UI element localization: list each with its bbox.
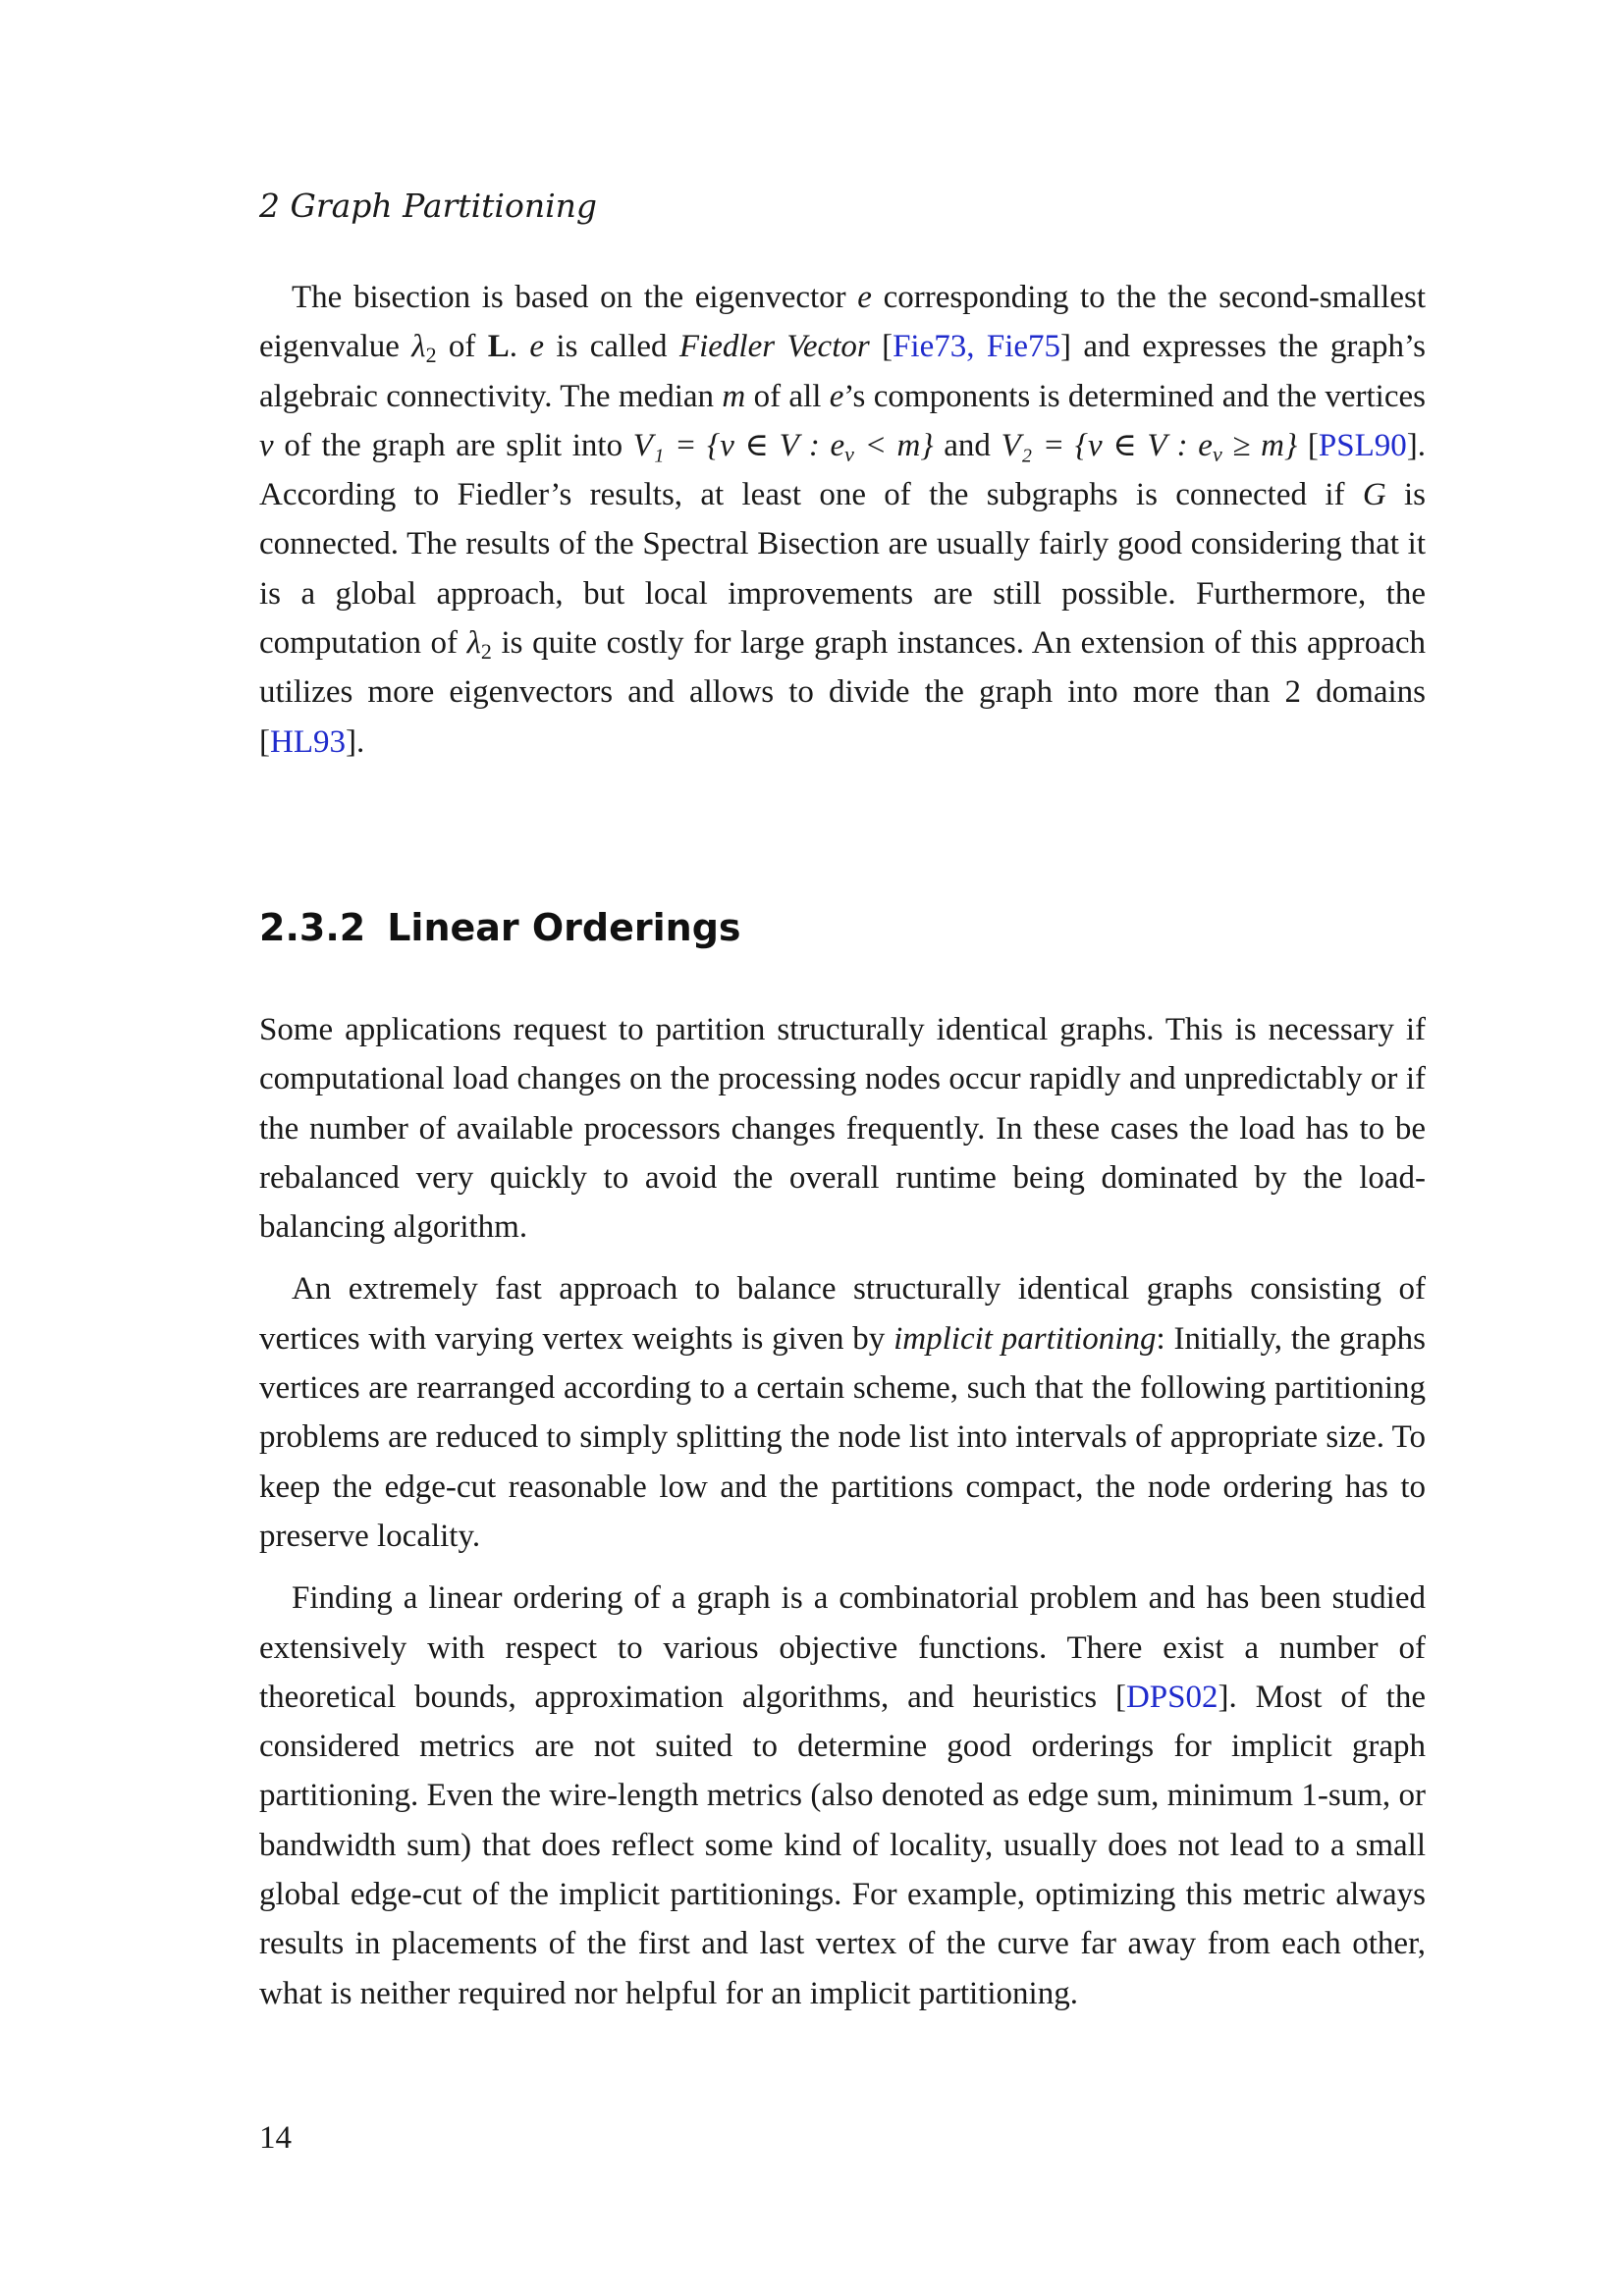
term-fiedler-vector: Fiedler Vector [678,329,870,365]
math-set-v2-end: ≥ m} [1221,427,1298,463]
text: is quite costly for large graph instances. An extension of this approach utilizes more eigenvectors and allows to divide the graph into more than 2 domains [ [259,625,1426,760]
math-G: G [1362,477,1386,513]
page-number: 14 [259,2120,292,2156]
paragraph-implicit-partitioning [259,1264,1426,1561]
paragraph-structural-identical: Some applications request to partition structurally identical graphs. This is necessary if computational load changes on the processing nodes occur rapidly and unpredictably or if the number of available processors changes frequently. In these cases the load has to be rebalanced very quickly to avoid the overall runtime being dominated by the load-balancing algorithm. [259,1012,1426,1246]
citation-link[interactable]: Fie73 [893,329,967,365]
math-v: v [259,427,274,463]
section-title: Linear Orderings [387,906,741,949]
citation-separator: , [966,329,987,365]
citation-link[interactable]: Fie75 [986,329,1061,365]
text: and [933,427,1001,463]
text: : Initially, the graphs vertices are rearranged according to a certain scheme, such that the following partitioning problems are reduced to simply splitting the node list into intervals of appropriate size. To keep the edge-cut reasonable low and the partitions compact, the node ordering has to preserve locality. [259,1320,1426,1554]
text: The bisection is based on the eigenvector [292,280,858,315]
section-heading [259,903,741,952]
math-m: m [722,378,746,414]
text: ]. According to Fiedler’s results, at least one of the subgraphs is connected if [259,427,1426,513]
math-set-v1-end: < m} [853,427,934,463]
math-matrix-L: L [487,329,510,365]
math-e: e [829,378,844,414]
paragraph-linear-ordering [259,1574,1426,2018]
text-block-top [259,273,1426,767]
text: of [436,329,488,365]
text: of the graph are split into [273,427,633,463]
text: . [509,329,530,365]
math-e: e [857,280,872,315]
subscript: 2 [425,343,437,368]
subscript: v [1212,441,1222,466]
text: Finding a linear ordering of a graph is a combinatorial problem and has been studied extensively with respect to various objective functions. There exist a number of theoretical bounds, approximation algorithms, and heuristics [ [259,1580,1426,1715]
math-set-v2: V₂ = {v ∈ V : e [1001,427,1213,463]
term-implicit-partitioning: implicit partitioning [893,1320,1157,1357]
text-block-section [259,1005,1426,2018]
citation-link[interactable]: HL93 [270,723,346,760]
text: is called [544,329,679,365]
text: ] and expresses the graph’s algebraic connectivity. The median [259,329,1426,414]
text: ]. [346,723,365,760]
text: is connected. The results of the Spectral Bisection are usually fairly good considering that it is a global approach, but local improvements are still possible. Furthermore, the computation of [259,477,1426,662]
citation-link[interactable]: PSL90 [1318,427,1407,463]
running-header: 2 Graph Partitioning [259,187,598,225]
text: ]. Most of the considered metrics are not suited to determine good orderings for implicit graph partitioning. Even the wire-length metrics (also denoted as edge sum, minimum 1-sum, or bandwidth sum) that does reflect some kind of locality, usually does not lead to a small global edge-cut of the implicit partitionings. For example, optimizing this metric always results in placements of the first and last vertex of the curve far away from each other, what is neither required nor helpful for an implicit partitioning. [259,1679,1426,2011]
text: An extremely fast approach to balance structurally identical graphs consisting of vertices with varying vertex weights is given by [259,1271,1426,1357]
math-lambda: λ [466,625,481,662]
section-number: 2.3.2 [259,906,366,949]
math-lambda: λ [411,329,426,365]
text: of all [745,378,830,414]
subscript: 2 [480,639,492,665]
citation-link[interactable]: DPS02 [1125,1679,1218,1715]
text: [ [1297,427,1319,463]
math-set-v1: V₁ = {v ∈ V : e [632,427,845,463]
text: [ [869,329,893,365]
text: ’s components is determined and the vertices [843,378,1426,414]
paragraph-spectral-bisection [259,273,1426,767]
text: corresponding to the the second-smallest eigenvalue [259,280,1426,365]
math-e: e [529,329,545,365]
subscript: v [844,441,854,466]
